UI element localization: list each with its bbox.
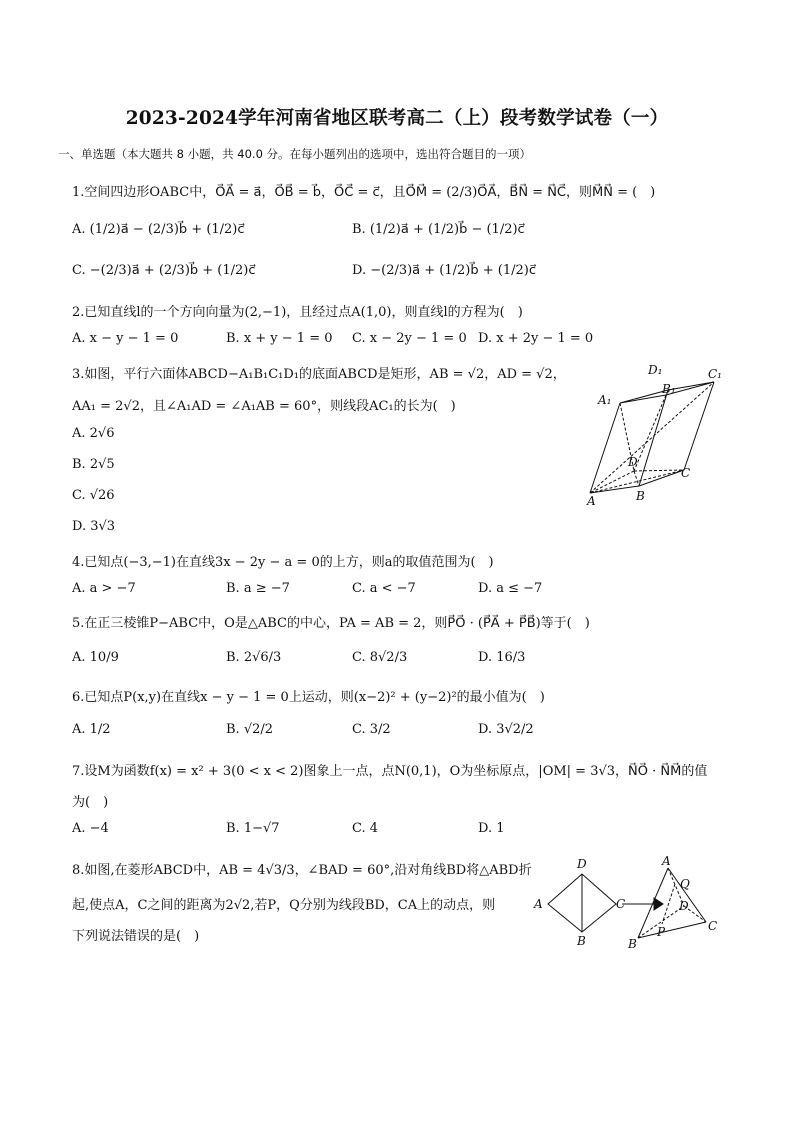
q6-option-c[interactable]: C. 3/2	[352, 722, 391, 737]
fig8-right-label-B: B	[628, 937, 637, 951]
label-B1: B₁	[662, 382, 676, 396]
q3-option-a[interactable]: A. 2√6	[72, 426, 115, 441]
q3-option-d[interactable]: D. 3√3	[72, 519, 116, 534]
figure-parallelepiped	[587, 360, 730, 510]
q6-option-d[interactable]: D. 3√2/2	[478, 722, 534, 737]
q5-option-d[interactable]: D. 16/3	[478, 650, 526, 665]
q6-stem: 6.已知点P(x,y)在直线x − y − 1 = 0上运动，则(x−2)² + (y−2)²的最小值为( )	[72, 690, 545, 705]
fig8-right-label-P: P	[657, 925, 666, 939]
q4-option-a[interactable]: A. a > −7	[72, 581, 136, 596]
q4-option-b[interactable]: B. a ≥ −7	[226, 581, 290, 596]
q3-option-c[interactable]: C. √26	[72, 488, 115, 503]
q3-option-b[interactable]: B. 2√5	[72, 457, 115, 472]
q1-option-c[interactable]: C. −(2/3)a⃗ + (2/3)b⃗ + (1/2)c⃗	[72, 263, 256, 278]
fig8-right-label-A: A	[662, 854, 671, 868]
q3-stem-line1: 3.如图，平行六面体ABCD−A₁B₁C₁D₁的底面ABCD是矩形，AB = √2，AD = √2，	[72, 367, 566, 382]
q2-option-b[interactable]: B. x + y − 1 = 0	[226, 331, 333, 346]
fig8-right-label-Q: Q	[680, 877, 690, 891]
label-A1: A₁	[598, 393, 612, 407]
q4-option-c[interactable]: C. a < −7	[352, 581, 416, 596]
label-B: B	[636, 489, 645, 503]
label-A: A	[587, 494, 596, 508]
fig8-left-label-A: A	[534, 897, 543, 911]
label-D: D	[628, 455, 638, 469]
q2-option-c[interactable]: C. x − 2y − 1 = 0	[352, 331, 467, 346]
q5-option-a[interactable]: A. 10/9	[72, 650, 119, 665]
q1-stem: 1.空间四边形OABC中，O⃗A⃗ = a⃗，O⃗B⃗ = b⃗，O⃗C⃗ = c⃗，且O⃗M⃗ = (2/3)O⃗A⃗，B⃗N⃗ = N⃗C⃗，则M⃗N⃗ = ( )	[72, 185, 656, 200]
q7-stem-line1: 7.设M为函数f(x) = x² + 3(0 < x < 2)图象上一点，点N(0,1)，O为坐标原点，|OM| = 3√3，N⃗O⃗ · N⃗M⃗的值	[72, 764, 708, 779]
q7-option-a[interactable]: A. −4	[72, 821, 109, 836]
q1-option-a[interactable]: A. (1/2)a⃗ − (2/3)b⃗ + (1/2)c⃗	[72, 222, 245, 237]
q7-option-d[interactable]: D. 1	[478, 821, 505, 836]
q5-stem: 5.在正三棱锥P−ABC中，O是△ABC的中心，PA = AB = 2，则P⃗O⃗ · (P⃗A⃗ + P⃗B⃗)等于( )	[72, 616, 590, 631]
fig8-left-label-B: B	[577, 934, 586, 948]
q4-stem: 4.已知点(−3,−1)在直线3x − 2y − a = 0的上方，则a的取值范围为( )	[72, 555, 494, 570]
q7-option-b[interactable]: B. 1−√7	[226, 821, 280, 836]
q8-stem-line1: 8.如图,在菱形ABCD中，AB = 4√3/3，∠BAD = 60°,沿对角线BD将△ABD折	[72, 863, 532, 878]
q8-stem-line3: 下列说法错误的是( )	[72, 929, 200, 944]
page-title: 2023-2024学年河南省地区联考高二（上）段考数学试卷（一）	[125, 108, 669, 129]
q8-stem-line2: 起,使点A，C之间的距离为2√2,若P，Q分别为线段BD，CA上的动点，则	[72, 898, 496, 913]
fig8-right-label-C: C	[708, 919, 718, 933]
q4-option-d[interactable]: D. a ≤ −7	[478, 581, 543, 596]
figure-rhombus-fold	[530, 852, 730, 952]
q5-option-b[interactable]: B. 2√6/3	[226, 650, 282, 665]
q6-option-b[interactable]: B. √2/2	[226, 722, 274, 737]
q1-option-b[interactable]: B. (1/2)a⃗ + (1/2)b⃗ − (1/2)c⃗	[352, 222, 525, 237]
q6-option-a[interactable]: A. 1/2	[72, 722, 111, 737]
q7-stem-line2: 为( )	[72, 795, 109, 810]
q7-option-c[interactable]: C. 4	[352, 821, 379, 836]
q1-option-d[interactable]: D. −(2/3)a⃗ + (1/2)b⃗ + (1/2)c⃗	[352, 263, 536, 278]
q3-stem-line2: AA₁ = 2√2，且∠A₁AD = ∠A₁AB = 60°，则线段AC₁的长为( )	[72, 399, 456, 414]
fig8-left-label-C: C	[616, 897, 626, 911]
label-D1: D₁	[648, 363, 663, 377]
fig8-left-label-D: D	[577, 857, 587, 871]
q2-option-d[interactable]: D. x + 2y − 1 = 0	[478, 331, 594, 346]
label-C1: C₁	[708, 367, 722, 381]
section-header: 一、单选题（本大题共 8 小题，共 40.0 分。在每小题列出的选项中，选出符合题目的一项）	[58, 147, 532, 161]
q2-option-a[interactable]: A. x − y − 1 = 0	[72, 331, 179, 346]
q2-stem: 2.已知直线l的一个方向向量为(2,−1)，且经过点A(1,0)，则直线l的方程为( )	[72, 305, 523, 320]
fig8-right-label-D: D	[679, 899, 689, 913]
q5-option-c[interactable]: C. 8√2/3	[352, 650, 408, 665]
label-C: C	[681, 466, 691, 480]
